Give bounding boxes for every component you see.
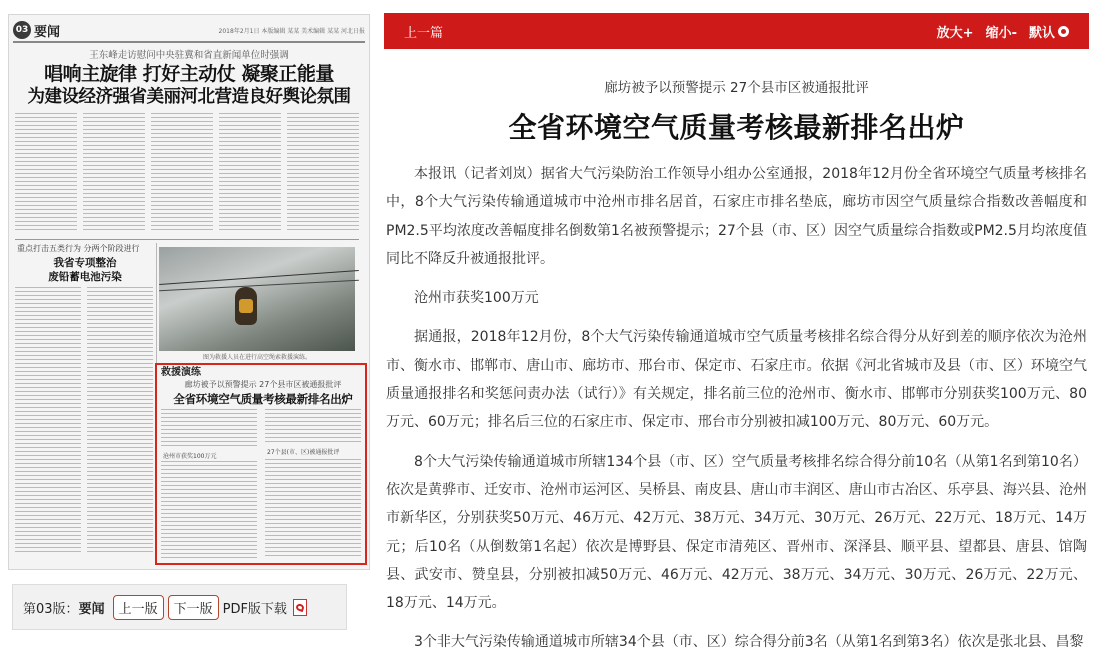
newspaper-page-thumbnail[interactable]: [8, 14, 370, 570]
section-name: 要闻: [34, 24, 61, 40]
highlight-note-2: 27个县(市、区)被通报批评: [267, 449, 340, 456]
text-column[interactable]: [219, 113, 281, 233]
article-title: 全省环境空气质量考核最新排名出炉: [508, 111, 965, 144]
zoom-out-button[interactable]: 缩小-: [985, 25, 1017, 41]
lead-story-headline-line1[interactable]: 唱响主旋律 打好主动仗 凝聚正能量: [44, 63, 334, 85]
reset-zoom-label: 默认: [1028, 25, 1055, 41]
masthead-info: 2018年2月1日 本版编辑 某某 美术编辑 某某 河北日报: [218, 27, 365, 35]
article-paragraph: 本报讯（记者刘岚）据省大气污染防治工作领导小组办公室通报，2018年12月份全省环境空气质量考核排名中，8个大气污染传输通道城市中沧州市排名居首，石家庄市排名垫底，廊坊市因空气质量综合指数改善幅度和PM2.5平均浓度改善幅度排名倒数第1名被预警提示；27个县（市、区）因空气质量综合指数或PM2.5月均浓度值同比不降反升被通报批评。: [386, 166, 1087, 267]
rope: [159, 270, 359, 285]
divider: [15, 239, 359, 240]
edition-separator: ：: [65, 601, 79, 617]
edition-label: 第03版: [23, 601, 66, 617]
photo-caption: 图为救援人员在进行高空绳索救援演练。: [202, 354, 311, 361]
text-column[interactable]: [83, 113, 145, 233]
text-column[interactable]: [151, 113, 213, 233]
story2-kicker[interactable]: 重点打击五类行为 分两个阶段进行: [17, 244, 140, 253]
article-paragraph: 8个大气污染传输通道城市所辖134个县（市、区）空气质量考核排名综合得分前10名（从第1名到第10名）依次是黄骅市、迁安市、沧州市运河区、吴桥县、南皮县、唐山市丰润区、唐山市古冶区、乐亭县、海兴县、沧州市新华区，分别获奖50万元、46万元、42万元、38万元、34万元、30万元、26万元、22万元、18万元、14万元；后10名（从倒数第1名起）依次是博野县、保定市清苑区、晋州市、深泽县、顺平县、望都县、唐县、馆陶县、武安市、赞皇县，分别被扣减50万元、46万元、42万元、38万元、34万元、30万元、26万元、22万元、18万元、14万元。: [386, 453, 1087, 612]
rescuer-vest: [239, 299, 253, 313]
rescue-photo[interactable]: [159, 247, 355, 351]
story2-headline-line2[interactable]: 废铅蓄电池污染: [48, 271, 122, 283]
article-toolbar: [384, 13, 1089, 49]
article-paragraph: 3个非大气污染传输通道城市所辖34个县（市、区）综合得分前3名（从第1名到第3名）依次是张北县、昌黎: [414, 634, 1084, 651]
previous-page-button[interactable]: 上一版: [113, 595, 164, 620]
text-column[interactable]: [161, 461, 257, 559]
story2-headline-line1[interactable]: 我省专项整治: [53, 257, 117, 269]
article-body: [384, 160, 1089, 657]
next-page-button[interactable]: 下一版: [168, 595, 219, 620]
text-column[interactable]: [265, 459, 361, 559]
zoom-in-button[interactable]: 放大+: [936, 25, 974, 41]
reset-zoom-button[interactable]: [1029, 22, 1069, 41]
article-paragraph: 据通报，2018年12月份，8个大气污染传输通道城市空气质量考核排名综合得分从好到差的顺序依次为沧州市、衡水市、邯郸市、唐山市、廊坊市、邢台市、保定市、石家庄市。依据《河北省城市及县（市、区）环境空气质量通报排名和奖惩问责办法（试行）》有关规定，排名前三位的沧州市、衡水市、邯郸市分别获奖100万元、80万元、60万元；排名后三位的石家庄市、保定市、邢台市分别被扣减100万元、80万元、60万元。: [386, 329, 1087, 431]
lead-story-headline-line2[interactable]: 为建设经济强省美丽河北营造良好舆论氛围: [27, 87, 351, 107]
text-column[interactable]: [265, 409, 361, 445]
newspaper-masthead: [13, 19, 365, 43]
text-column[interactable]: [87, 287, 153, 555]
text-column[interactable]: [15, 113, 77, 233]
text-column[interactable]: [161, 409, 257, 447]
highlight-note-1: 沧州市获奖100万元: [163, 453, 217, 460]
article-content: [384, 50, 1089, 651]
article-subtitle: 廊坊被予以预警提示 27个县市区被通报批评: [604, 80, 869, 96]
reset-icon: [1058, 26, 1069, 37]
pdf-icon[interactable]: [293, 599, 307, 616]
article-paragraph: 沧州市获奖100万元: [414, 290, 539, 307]
text-column[interactable]: [287, 113, 359, 233]
previous-article-link[interactable]: 上一篇: [404, 25, 444, 41]
highlight-article-title[interactable]: 全省环境空气质量考核最新排名出炉: [173, 392, 353, 406]
highlight-article-subtitle[interactable]: 廊坊被予以预警提示 27个县市区被通报批评: [184, 380, 342, 389]
edition-section: 要闻: [78, 601, 105, 617]
text-column[interactable]: [15, 287, 81, 555]
edition-pager: [12, 584, 347, 630]
rescue-drill-label[interactable]: 救援演练: [161, 367, 201, 378]
pdf-download-link[interactable]: PDF版下载: [222, 601, 287, 617]
page-number-badge: 03: [13, 21, 31, 39]
lead-story-subtitle[interactable]: 王东峰走访慰问中央驻冀和省直新闻单位时强调: [89, 50, 289, 61]
